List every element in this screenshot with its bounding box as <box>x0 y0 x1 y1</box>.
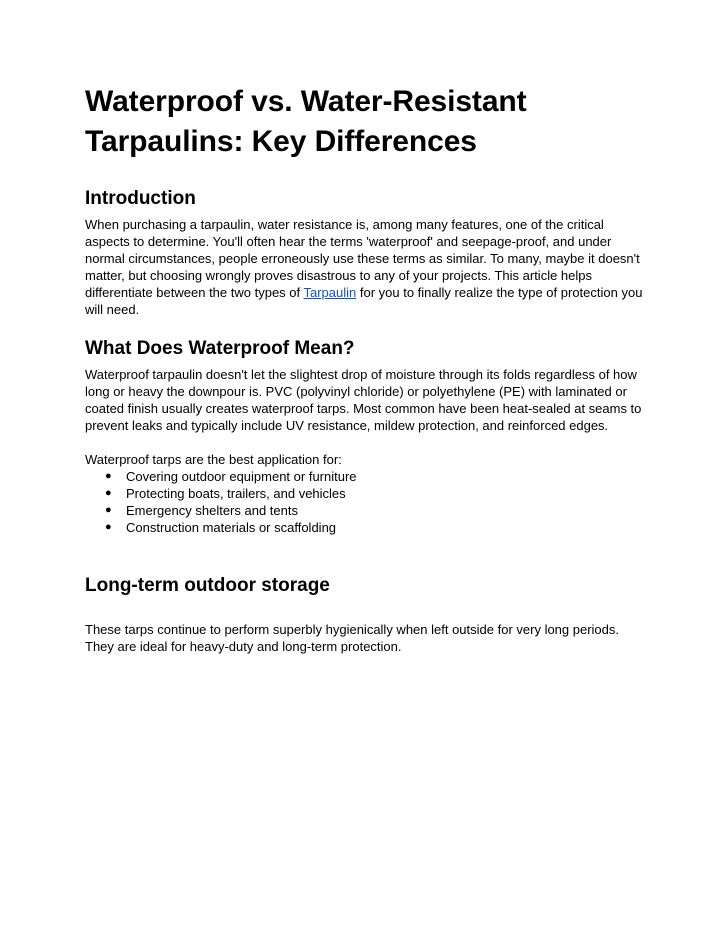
bullet-icon: ● <box>105 487 112 499</box>
section-heading-long-term-storage: Long-term outdoor storage <box>85 575 330 596</box>
storage-paragraph: These tarps continue to perform superbly hygienically when left outside for very long periods. They are ideal for heavy-duty and long-term protection. <box>85 622 620 654</box>
waterproof-applications-list <box>85 468 645 536</box>
list-item-text: Covering outdoor equipment or furniture <box>126 469 357 484</box>
intro-text-before-link: When purchasing a tarpaulin, water resistance is, among many features, one of the critical aspects to determine. You'll often hear the terms 'waterproof' and seepage-proof, and under normal circumstances, people erroneously use these terms as similar. To many, maybe it doesn't matter, but choosing wrongly proves disastrous to any of your projects. This article helps differentiate between the two types of <box>85 217 640 300</box>
section-heading-introduction: Introduction <box>85 188 196 209</box>
list-item <box>85 519 645 536</box>
list-item <box>85 502 645 519</box>
bullet-icon: ● <box>105 504 112 516</box>
waterproof-paragraph: Waterproof tarpaulin doesn't let the slightest drop of moisture through its folds regardless of how long or heavy the downpour is. PVC (polyvinyl chloride) or polyethylene (PE) with laminated or coated finish usually creates waterproof tarps. Most common have been heat-sealed at seams to prevent leaks and typically include UV resistance, mildew protection, and reinforced edges. <box>85 367 642 433</box>
intro-text-after-link: for you to finally realize the type of protection you will need. <box>85 285 643 317</box>
waterproof-list-intro: Waterproof tarps are the best application for: <box>85 452 342 467</box>
list-item-text: Protecting boats, trailers, and vehicles <box>126 486 346 501</box>
intro-paragraph <box>85 216 645 318</box>
bullet-icon: ● <box>105 521 112 533</box>
list-item-text: Construction materials or scaffolding <box>126 520 337 535</box>
tarpaulin-link[interactable]: Tarpaulin <box>303 285 357 300</box>
section-heading-waterproof: What Does Waterproof Mean? <box>85 338 355 359</box>
document-page <box>85 82 645 655</box>
list-item-text: Emergency shelters and tents <box>126 503 298 518</box>
bullet-icon: ● <box>105 470 112 482</box>
list-item <box>85 485 645 502</box>
document-title: Waterproof vs. Water-Resistant Tarpaulins: Key Differences <box>85 85 527 158</box>
list-item <box>85 468 645 485</box>
